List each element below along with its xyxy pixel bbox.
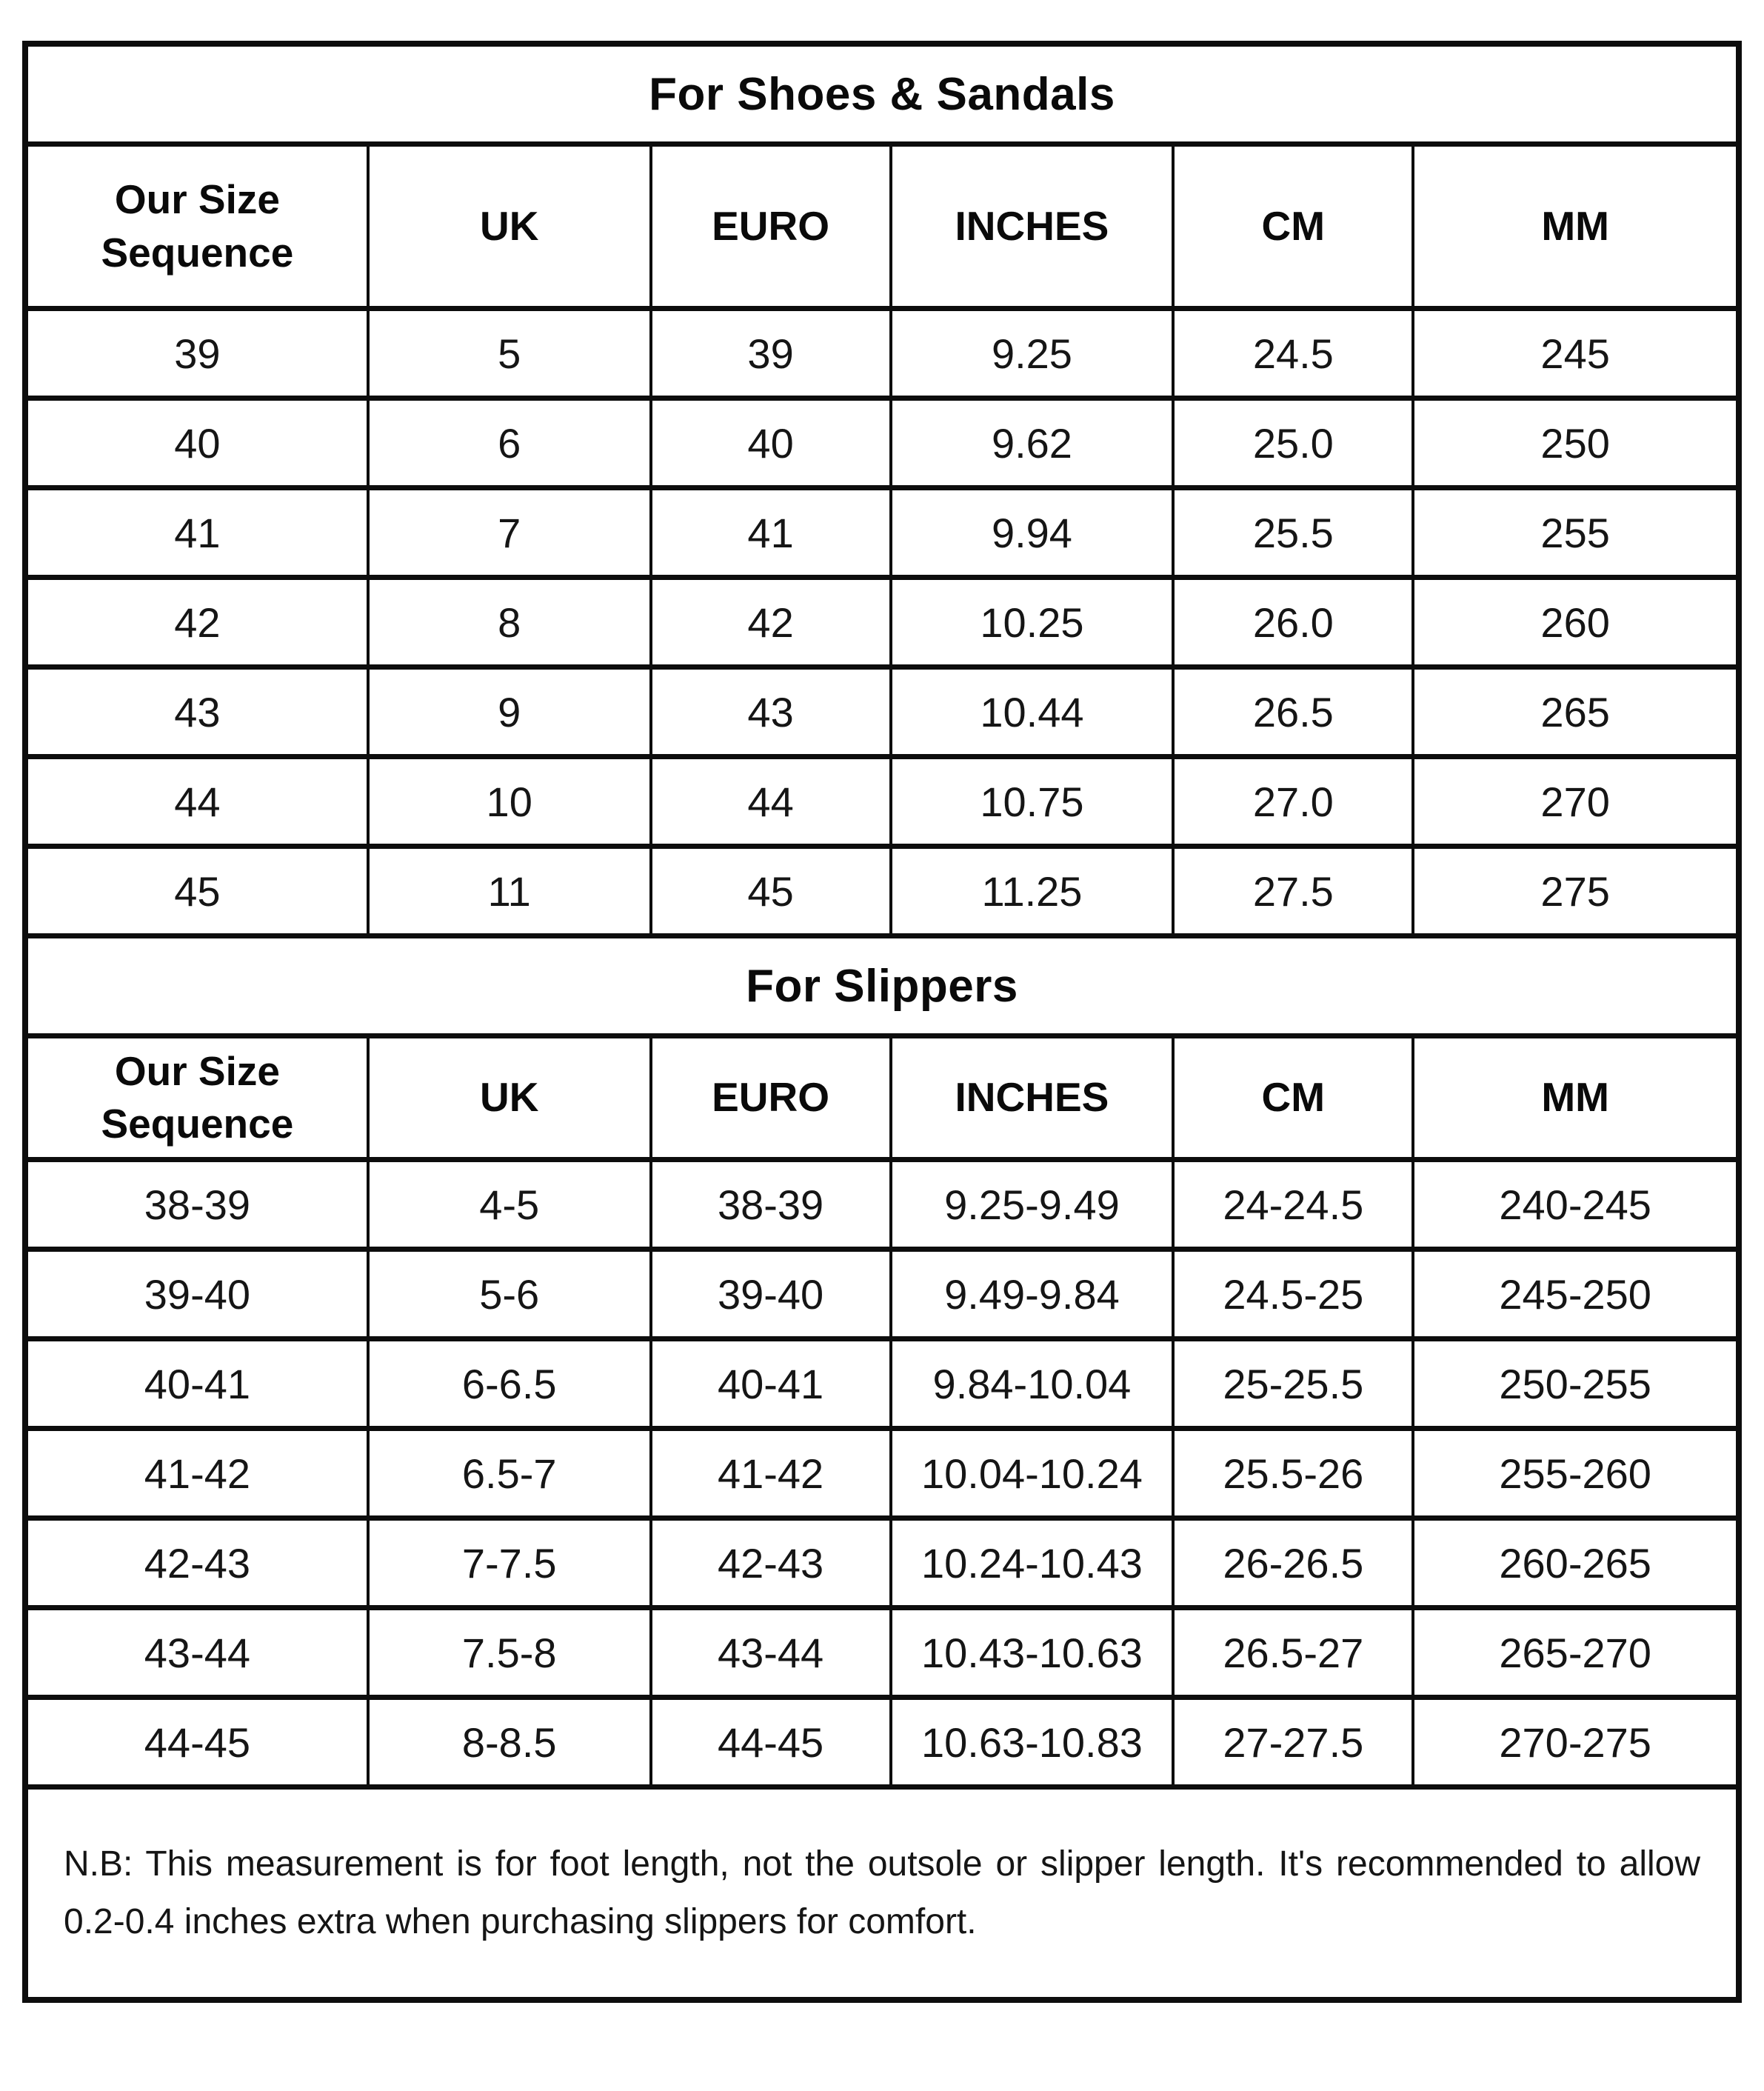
section-title-for-slippers: For Slippers xyxy=(25,936,1739,1036)
size-cell: 24.5-25 xyxy=(1173,1250,1413,1339)
size-cell: 275 xyxy=(1413,847,1739,936)
size-cell: 44-45 xyxy=(25,1698,368,1787)
column-header-inches: INCHES xyxy=(891,1036,1174,1160)
size-cell: 25.5 xyxy=(1173,488,1413,578)
size-cell: 43 xyxy=(651,667,891,757)
size-row xyxy=(25,1518,1739,1608)
footnote-row xyxy=(25,1787,1739,2001)
size-cell: 265-270 xyxy=(1413,1608,1739,1698)
column-header-row xyxy=(25,144,1739,309)
size-cell: 26-26.5 xyxy=(1173,1518,1413,1608)
size-cell: 10.24-10.43 xyxy=(891,1518,1174,1608)
size-cell: 8 xyxy=(368,578,651,667)
size-cell: 11.25 xyxy=(891,847,1174,936)
size-cell: 255 xyxy=(1413,488,1739,578)
size-cell: 39 xyxy=(25,309,368,398)
size-cell: 45 xyxy=(651,847,891,936)
size-cell: 7-7.5 xyxy=(368,1518,651,1608)
column-header-our-size-sequence: Our Size Sequence xyxy=(25,1036,368,1160)
size-cell: 39 xyxy=(651,309,891,398)
size-cell: 26.0 xyxy=(1173,578,1413,667)
size-row xyxy=(25,667,1739,757)
size-cell: 270-275 xyxy=(1413,1698,1739,1787)
size-cell: 10.75 xyxy=(891,757,1174,847)
size-row xyxy=(25,847,1739,936)
size-cell: 240-245 xyxy=(1413,1160,1739,1250)
size-cell: 44-45 xyxy=(651,1698,891,1787)
size-chart-body xyxy=(25,44,1739,2000)
size-cell: 40 xyxy=(25,398,368,488)
size-cell: 40 xyxy=(651,398,891,488)
size-row xyxy=(25,1250,1739,1339)
section-title-row xyxy=(25,44,1739,144)
size-cell: 45 xyxy=(25,847,368,936)
size-cell: 6-6.5 xyxy=(368,1339,651,1429)
size-cell: 43 xyxy=(25,667,368,757)
column-header-mm: MM xyxy=(1413,1036,1739,1160)
column-header-cm: CM xyxy=(1173,144,1413,309)
column-header-cm: CM xyxy=(1173,1036,1413,1160)
size-cell: 25.0 xyxy=(1173,398,1413,488)
size-cell: 9.49-9.84 xyxy=(891,1250,1174,1339)
size-cell: 9.84-10.04 xyxy=(891,1339,1174,1429)
column-header-uk: UK xyxy=(368,144,651,309)
size-cell: 245-250 xyxy=(1413,1250,1739,1339)
size-cell: 43-44 xyxy=(651,1608,891,1698)
size-cell: 5-6 xyxy=(368,1250,651,1339)
size-cell: 245 xyxy=(1413,309,1739,398)
size-row xyxy=(25,398,1739,488)
size-cell: 25-25.5 xyxy=(1173,1339,1413,1429)
size-cell: 5 xyxy=(368,309,651,398)
size-cell: 11 xyxy=(368,847,651,936)
size-cell: 4-5 xyxy=(368,1160,651,1250)
size-cell: 10.63-10.83 xyxy=(891,1698,1174,1787)
column-header-inches: INCHES xyxy=(891,144,1174,309)
size-cell: 26.5 xyxy=(1173,667,1413,757)
size-cell: 9.25 xyxy=(891,309,1174,398)
size-cell: 260 xyxy=(1413,578,1739,667)
size-cell: 250 xyxy=(1413,398,1739,488)
size-cell: 270 xyxy=(1413,757,1739,847)
size-cell: 6 xyxy=(368,398,651,488)
size-cell: 24.5 xyxy=(1173,309,1413,398)
size-cell: 41 xyxy=(651,488,891,578)
size-cell: 250-255 xyxy=(1413,1339,1739,1429)
size-cell: 41 xyxy=(25,488,368,578)
size-cell: 38-39 xyxy=(651,1160,891,1250)
size-cell: 10.44 xyxy=(891,667,1174,757)
column-header-mm: MM xyxy=(1413,144,1739,309)
size-cell: 9.25-9.49 xyxy=(891,1160,1174,1250)
size-row xyxy=(25,309,1739,398)
size-cell: 44 xyxy=(651,757,891,847)
size-cell: 10.25 xyxy=(891,578,1174,667)
size-row xyxy=(25,578,1739,667)
size-cell: 43-44 xyxy=(25,1608,368,1698)
size-cell: 7 xyxy=(368,488,651,578)
size-cell: 40-41 xyxy=(651,1339,891,1429)
size-cell: 27.0 xyxy=(1173,757,1413,847)
size-cell: 9 xyxy=(368,667,651,757)
size-cell: 42-43 xyxy=(651,1518,891,1608)
size-cell: 7.5-8 xyxy=(368,1608,651,1698)
size-row xyxy=(25,1429,1739,1518)
size-cell: 8-8.5 xyxy=(368,1698,651,1787)
size-chart-table xyxy=(22,41,1742,2003)
size-row xyxy=(25,1608,1739,1698)
size-cell: 26.5-27 xyxy=(1173,1608,1413,1698)
size-row xyxy=(25,757,1739,847)
size-cell: 42-43 xyxy=(25,1518,368,1608)
column-header-euro: EURO xyxy=(651,1036,891,1160)
column-header-uk: UK xyxy=(368,1036,651,1160)
size-cell: 38-39 xyxy=(25,1160,368,1250)
section-title-row xyxy=(25,936,1739,1036)
size-cell: 9.94 xyxy=(891,488,1174,578)
size-cell: 10.43-10.63 xyxy=(891,1608,1174,1698)
column-header-our-size-sequence: Our Size Sequence xyxy=(25,144,368,309)
size-cell: 10 xyxy=(368,757,651,847)
section-title-for-shoes-sandals: For Shoes & Sandals xyxy=(25,44,1739,144)
size-row xyxy=(25,488,1739,578)
size-cell: 42 xyxy=(651,578,891,667)
size-cell: 9.62 xyxy=(891,398,1174,488)
size-cell: 6.5-7 xyxy=(368,1429,651,1518)
footnote-text: N.B: This measurement is for foot length, not the outsole or slipper length. It's recommended to allow 0.2-0.4 inches extra when purchasing slippers for comfort. xyxy=(64,1844,1700,1941)
size-cell: 25.5-26 xyxy=(1173,1429,1413,1518)
size-cell: 255-260 xyxy=(1413,1429,1739,1518)
size-cell: 260-265 xyxy=(1413,1518,1739,1608)
column-header-row xyxy=(25,1036,1739,1160)
size-row xyxy=(25,1160,1739,1250)
size-cell: 41-42 xyxy=(651,1429,891,1518)
size-cell: 42 xyxy=(25,578,368,667)
size-cell: 40-41 xyxy=(25,1339,368,1429)
size-cell: 27-27.5 xyxy=(1173,1698,1413,1787)
size-row xyxy=(25,1339,1739,1429)
size-cell: 10.04-10.24 xyxy=(891,1429,1174,1518)
size-cell: 44 xyxy=(25,757,368,847)
size-cell: 41-42 xyxy=(25,1429,368,1518)
size-cell: 39-40 xyxy=(25,1250,368,1339)
size-cell: 39-40 xyxy=(651,1250,891,1339)
size-cell: 27.5 xyxy=(1173,847,1413,936)
footnote-cell xyxy=(25,1787,1739,2001)
size-row xyxy=(25,1698,1739,1787)
size-cell: 265 xyxy=(1413,667,1739,757)
column-header-euro: EURO xyxy=(651,144,891,309)
size-chart xyxy=(22,41,1742,2003)
size-cell: 24-24.5 xyxy=(1173,1160,1413,1250)
